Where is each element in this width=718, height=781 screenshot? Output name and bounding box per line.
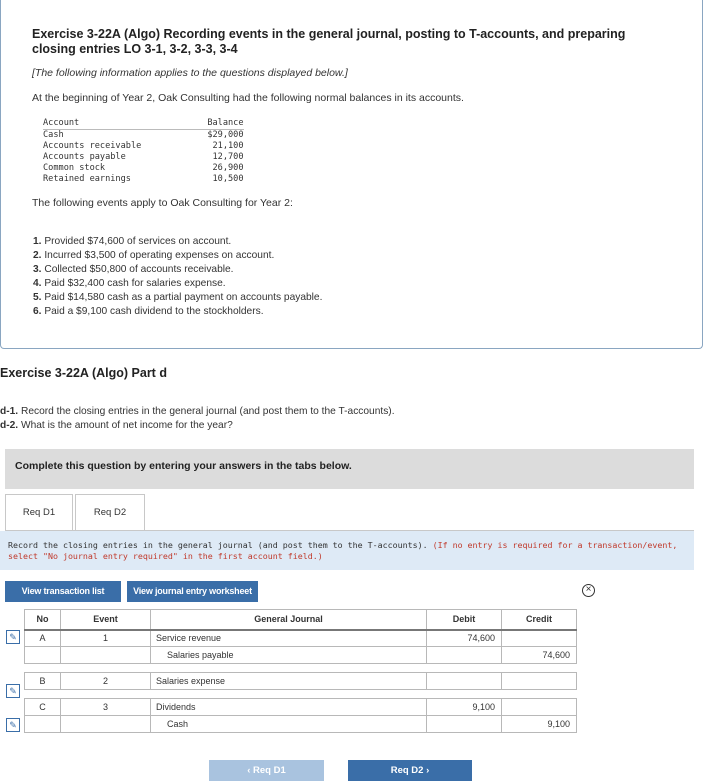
chevron-right-icon: ›	[426, 765, 430, 776]
row-spacer	[25, 690, 577, 699]
entry-debit	[427, 647, 502, 664]
close-icon[interactable]: ×	[582, 584, 595, 597]
no-header: No	[25, 610, 61, 630]
debit-header: Debit	[427, 610, 502, 630]
prev-req-button[interactable]	[209, 760, 324, 781]
edit-pencil-icon[interactable]: ✎	[6, 684, 20, 698]
event-item	[33, 235, 322, 249]
instruction-bar	[0, 531, 694, 570]
entry-credit	[502, 630, 577, 647]
view-transaction-list-button[interactable]: View transaction list	[5, 581, 121, 602]
balance-row	[43, 174, 244, 185]
part-title: Exercise 3-22A (Algo) Part d	[0, 366, 167, 380]
event-item	[33, 305, 322, 319]
general-journal-table	[24, 609, 577, 733]
credit-header: Credit	[502, 610, 577, 630]
balance-table	[43, 118, 244, 185]
journal-row	[25, 716, 577, 733]
event-number: 1.	[33, 236, 42, 247]
account-balance: 21,100	[212, 141, 244, 151]
event-number: 6.	[33, 306, 42, 317]
intro-text: At the beginning of Year 2, Oak Consulting had the following normal balances in its accounts.	[32, 92, 464, 104]
entry-account: Salaries payable	[151, 647, 427, 664]
journal-row	[25, 647, 577, 664]
entry-event	[61, 716, 151, 733]
prev-label: Req D1	[253, 765, 286, 776]
entry-credit: 9,100	[502, 716, 577, 733]
edit-pencil-icon[interactable]: ✎	[6, 630, 20, 644]
balance-row	[43, 163, 244, 174]
balance-header: Balance	[141, 118, 243, 130]
row-spacer	[25, 664, 577, 673]
entry-account: Service revenue	[151, 630, 427, 647]
chevron-left-icon: ‹	[247, 765, 251, 776]
entry-credit	[502, 699, 577, 716]
tab-req-d2[interactable]: Req D2	[75, 494, 145, 531]
instruction-text: Record the closing entries in the general journal (and post them to the T-accounts).	[8, 540, 428, 550]
event-text: Provided $74,600 of services on account.	[44, 236, 232, 247]
info-note: [The following information applies to the questions displayed below.]	[32, 67, 348, 79]
req-number: d-2.	[0, 420, 19, 431]
entry-account: Cash	[151, 716, 427, 733]
entry-event: 3	[61, 699, 151, 716]
req-number: d-1.	[0, 406, 19, 417]
entry-debit	[427, 673, 502, 690]
entry-no: C	[25, 699, 61, 716]
account-name: Cash	[43, 130, 64, 140]
next-label: Req D2	[390, 765, 424, 776]
event-number: 4.	[33, 278, 42, 289]
journal-row	[25, 673, 577, 690]
events-list	[33, 235, 322, 319]
account-name: Accounts receivable	[43, 141, 142, 151]
event-item	[33, 277, 322, 291]
entry-credit: 74,600	[502, 647, 577, 664]
entry-debit: 9,100	[427, 699, 502, 716]
account-header: Account	[43, 118, 141, 130]
event-text: Paid a $9,100 cash dividend to the stockholders.	[44, 306, 264, 317]
general-journal-header: General Journal	[151, 610, 427, 630]
entry-event: 2	[61, 673, 151, 690]
entry-account: Salaries expense	[151, 673, 427, 690]
requirements	[0, 405, 395, 433]
entry-account: Dividends	[151, 699, 427, 716]
account-name: Common stock	[43, 163, 106, 173]
journal-row	[25, 699, 577, 716]
account-balance: 26,900	[212, 163, 244, 173]
account-name: Accounts payable	[43, 152, 126, 162]
balance-row	[43, 141, 244, 152]
requirement-d2	[0, 419, 395, 433]
complete-banner: Complete this question by entering your answers in the tabs below.	[5, 449, 694, 489]
instruction-note: (If no entry is required for a transaction/event,	[432, 540, 678, 550]
entry-no: A	[25, 630, 61, 647]
event-text: Paid $14,580 cash as a partial payment on accounts payable.	[44, 292, 323, 303]
entry-debit	[427, 716, 502, 733]
view-journal-worksheet-button[interactable]: View journal entry worksheet	[127, 581, 258, 602]
event-number: 3.	[33, 264, 42, 275]
edit-pencil-icon[interactable]: ✎	[6, 718, 20, 732]
account-balance: 12,700	[212, 152, 244, 162]
event-text: Incurred $3,500 of operating expenses on account.	[44, 250, 275, 261]
balance-row	[43, 130, 244, 142]
req-text: What is the amount of net income for the year?	[20, 420, 233, 431]
entry-event	[61, 647, 151, 664]
journal-row	[25, 630, 577, 647]
account-balance: $29,000	[207, 130, 244, 140]
events-intro: The following events apply to Oak Consulting for Year 2:	[32, 197, 293, 209]
account-name: Retained earnings	[43, 174, 131, 184]
requirement-d1	[0, 405, 395, 419]
account-balance: 10,500	[212, 174, 244, 184]
entry-no: B	[25, 673, 61, 690]
req-text: Record the closing entries in the general journal (and post them to the T-accounts).	[20, 406, 395, 417]
entry-credit	[502, 673, 577, 690]
tab-req-d1[interactable]: Req D1	[5, 494, 73, 531]
event-item	[33, 249, 322, 263]
next-req-button[interactable]	[348, 760, 472, 781]
exercise-title: Exercise 3-22A (Algo) Recording events in the general journal, posting to T-accounts, and preparing closing entries LO 3-1, 3-2, 3-3, 3-4	[32, 27, 626, 56]
event-text: Collected $50,800 of accounts receivable.	[44, 264, 234, 275]
event-item	[33, 263, 322, 277]
event-number: 2.	[33, 250, 42, 261]
event-item	[33, 291, 322, 305]
entry-event: 1	[61, 630, 151, 647]
instruction-note-2: select "No journal entry required" in the first account field.)	[8, 551, 323, 561]
event-header: Event	[61, 610, 151, 630]
entry-debit: 74,600	[427, 630, 502, 647]
entry-no	[25, 647, 61, 664]
balance-row	[43, 152, 244, 163]
event-number: 5.	[33, 292, 42, 303]
event-text: Paid $32,400 cash for salaries expense.	[44, 278, 226, 289]
entry-no	[25, 716, 61, 733]
